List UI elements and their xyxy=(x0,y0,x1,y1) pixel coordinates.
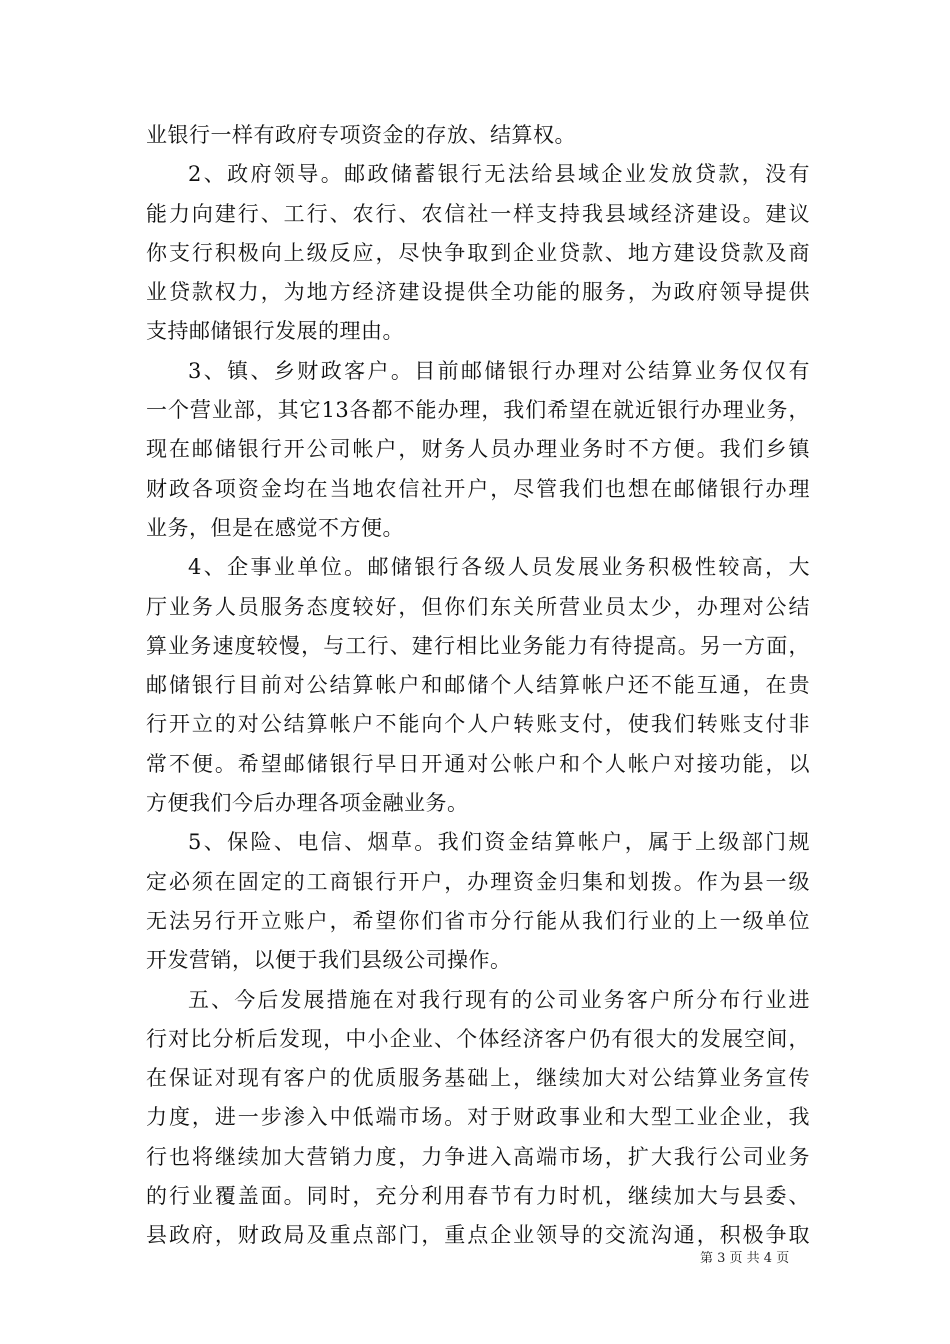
paragraph-continuation xyxy=(146,116,810,155)
text-line: 定必须在固定的工商银行开户，办理资金归集和划拨。作为县一级 xyxy=(146,869,810,894)
text-line: 2、政府领导。邮政储蓄银行无法给县域企业发放贷款，没有 xyxy=(188,162,810,187)
text-line: 现在邮储银行开公司帐户，财务人员办理业务时不方便。我们乡镇 xyxy=(146,437,810,462)
text-line: 邮储银行目前对公结算帐户和邮储个人结算帐户还不能互通，在贵 xyxy=(146,673,810,698)
text-line: 5、保险、电信、烟草。我们资金结算帐户，属于上级部门规 xyxy=(188,830,810,855)
text-line: 支持邮储银行发展的理由。 xyxy=(146,319,404,344)
text-line: 无法另行开立账户，希望你们省市分行能从我们行业的上一级单位 xyxy=(146,908,810,933)
paragraph-future-measures xyxy=(146,981,810,1256)
text-line: 开发营销，以便于我们县级公司操作。 xyxy=(146,948,512,973)
text-line: 4、企事业单位。邮储银行各级人员发展业务积极性较高，大 xyxy=(188,555,810,580)
text-line: 厅业务人员服务态度较好，但你们东关所营业员太少，办理对公结 xyxy=(146,594,810,619)
page-number-footer: 第 3 页 共 4 页 xyxy=(700,1251,790,1266)
paragraph-township-finance xyxy=(146,352,810,548)
paragraph-enterprises xyxy=(146,548,810,823)
text-line: 方便我们今后办理各项金融业务。 xyxy=(146,791,469,816)
text-line: 一个营业部，其它13各都不能办理，我们希望在就近银行办理业务， xyxy=(146,398,810,423)
text-line: 县政府，财政局及重点部门，重点企业领导的交流沟通，积极争取 xyxy=(146,1223,810,1248)
text-line: 行也将继续加大营销力度，力争进入高端市场，扩大我行公司业务 xyxy=(146,1144,810,1169)
text-line: 业贷款权力，为地方经济建设提供全功能的服务，为政府领导提供 xyxy=(146,280,810,305)
text-line: 财政各项资金均在当地农信社开户，尽管我们也想在邮储银行办理 xyxy=(146,476,810,501)
text-line: 业银行一样有政府专项资金的存放、结算权。 xyxy=(146,123,576,147)
text-line: 在保证对现有客户的优质服务基础上，继续加大对公结算业务宣传 xyxy=(146,1066,810,1091)
text-line: 算业务速度较慢，与工行、建行相比业务能力有待提高。另一方面， xyxy=(146,633,810,658)
text-line: 行对比分析后发现，中小企业、个体经济客户仍有很大的发展空间， xyxy=(146,1026,810,1051)
text-line: 力度，进一步渗入中低端市场。对于财政事业和大型工业企业，我 xyxy=(146,1105,810,1130)
paragraph-government-leadership xyxy=(146,155,810,351)
text-line: 业务，但是在感觉不方便。 xyxy=(146,515,404,540)
text-line: 五、今后发展措施在对我行现有的公司业务客户所分布行业进 xyxy=(188,987,810,1012)
text-line: 行开立的对公结算帐户不能向个人户转账支付，使我们转账支付非 xyxy=(146,712,810,737)
text-line: 3、镇、乡财政客户。目前邮储银行办理对公结算业务仅仅有 xyxy=(188,358,810,383)
document-body xyxy=(146,116,810,1256)
text-line: 你支行积极向上级反应，尽快争取到企业贷款、地方建设贷款及商 xyxy=(146,240,810,265)
text-line: 的行业覆盖面。同时，充分利用春节有力时机，继续加大与县委、 xyxy=(146,1184,810,1209)
text-line: 能力向建行、工行、农行、农信社一样支持我县域经济建设。建议 xyxy=(146,201,810,226)
text-line: 常不便。希望邮储银行早日开通对公帐户和个人帐户对接功能，以 xyxy=(146,751,810,776)
paragraph-insurance-telecom-tobacco xyxy=(146,823,810,980)
